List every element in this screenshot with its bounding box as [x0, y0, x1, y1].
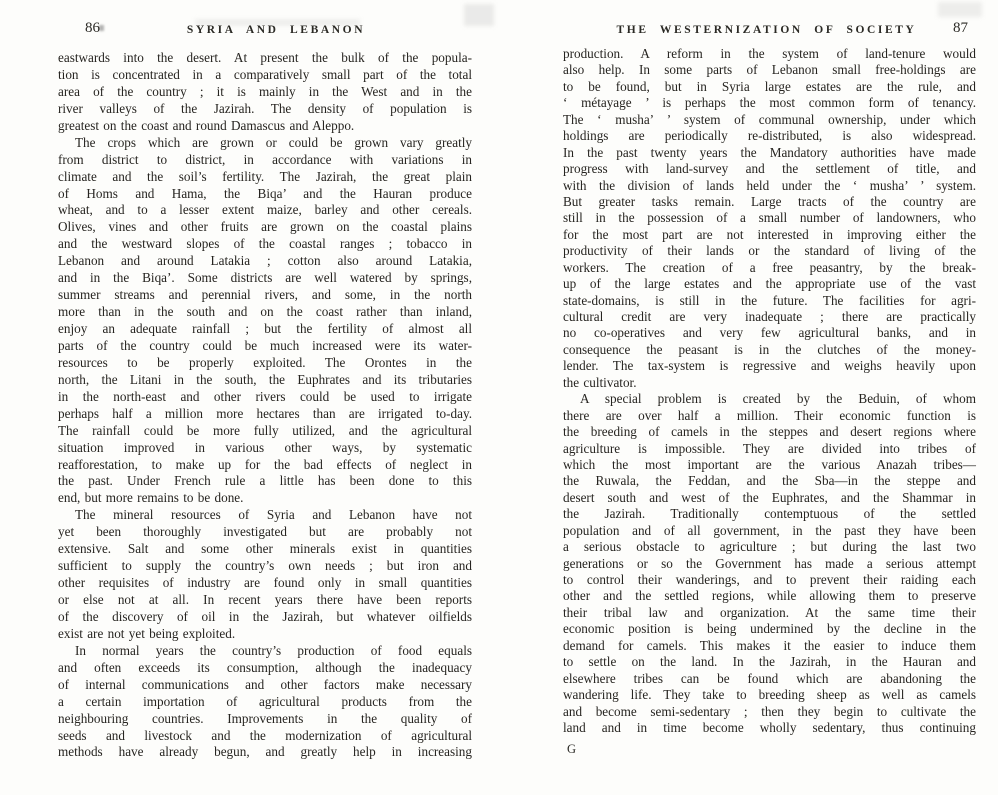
page-body: [563, 46, 976, 736]
text-line: economic position is being undermined by the decline in the: [563, 621, 976, 637]
text-line: progress with land-survey and the settlement of title, and: [563, 161, 976, 177]
text-line: extensive. Salt and some other minerals exist in quantities: [58, 541, 472, 557]
page-number: 87: [953, 20, 968, 36]
text-line: population and of all government, in the past they have been: [563, 522, 976, 538]
text-line: the cultivator.: [563, 374, 637, 390]
text-line: The mineral resources of Syria and Lebanon have not: [75, 507, 472, 523]
paragraph: [563, 46, 976, 391]
text-line: and become semi-sedentary ; then they begin to cultivate the: [563, 703, 976, 719]
text-line: area of the country ; it is mainly in the West and in the: [58, 83, 472, 99]
running-title: SYRIA AND LEBANON: [186, 24, 366, 36]
text-line: productivity of their lands or the standard of living of the: [563, 243, 976, 259]
text-line: end, but more remains to be done.: [58, 490, 244, 506]
printer-signature-mark: G: [567, 742, 577, 756]
text-line: their tribal law and organization. At the same time their: [563, 604, 976, 620]
running-title: THE WESTERNIZATION OF SOCIETY: [616, 24, 917, 36]
text-line: of the discovery of oil in the Jazirah, but whatever oilfields: [58, 608, 472, 624]
paragraph: [58, 50, 472, 135]
text-line: climate and the soil’s fertility. The Jazirah, the great plain: [58, 168, 472, 184]
text-line: more than in the south and on the coast rather than inland,: [58, 304, 472, 320]
text-line: desert south and west of the Euphrates, and the Shammar in: [563, 489, 976, 505]
text-line: a serious obstacle to agriculture ; but during the last two: [563, 539, 976, 555]
text-line: The ‘ musha’ ’ system of communal ownership, under which: [563, 111, 976, 127]
text-line: in the north-east and other rivers could be used to irrigate: [58, 388, 472, 404]
page-header: [563, 20, 976, 40]
text-line: The rainfall could be more fully utilized, and the agricultural: [58, 422, 472, 438]
text-line: A special problem is created by the Beduin, of whom: [580, 391, 976, 407]
text-line: also help. In some parts of Lebanon small free-holdings are: [563, 62, 976, 78]
text-line: the Ruwala, the Feddan, and the Sba—in the steppe and: [563, 473, 976, 489]
text-line: no co-operatives and very few agricultural banks, and in: [563, 325, 976, 341]
text-line: of Homs and Hama, the Biqa’ and the Hauran produce: [58, 185, 472, 201]
text-line: wandering life. They take to breeding sheep as well as camels: [563, 687, 976, 703]
text-line: reafforestation, to make up for the bad effects of neglect in: [58, 456, 472, 472]
text-line: production. A reform in the system of land-tenure would: [563, 46, 976, 61]
page-body: [58, 50, 472, 761]
text-line: other and the settled regions, while allowing them to preserve: [563, 588, 976, 604]
text-line: situation improved in various other ways, by systematic: [58, 439, 472, 455]
text-line: generations or so the Government has made a serious attempt: [563, 555, 976, 571]
text-line: Lebanon and around Latakia ; cotton also around Latakia,: [58, 253, 472, 269]
page-left: [58, 0, 472, 795]
page-right: [563, 0, 976, 795]
text-line: of internal communications and other factors make necessary: [58, 676, 472, 692]
page-header: [58, 20, 472, 40]
paragraph: [58, 135, 472, 508]
text-line: But greater tasks remain. Large tracts of the country are: [563, 193, 976, 209]
text-line: wheat, and to a lesser extent maize, barley and other cereals.: [58, 202, 472, 218]
text-line: Olives, vines and other fruits are grown on the coastal plains: [58, 219, 472, 235]
text-line: exist are not yet being exploited.: [58, 625, 236, 641]
text-line: with the division of lands held under the ‘ musha’ ’ system.: [563, 177, 976, 193]
text-line: land and in time become wholly sedentary, thus continuing: [563, 719, 976, 735]
text-line: consequence the peasant is in the clutches of the money-: [563, 341, 976, 357]
text-line: demand for camels. This makes it the easier to induce them: [563, 637, 976, 653]
text-line: parts of the country could be much increased were its water-: [58, 337, 472, 353]
text-line: the Jazirah. Traditionally contemptuous of the settled: [563, 506, 976, 522]
paragraph: [58, 507, 472, 643]
text-line: tion is concentrated in a comparatively small part of the total: [58, 66, 472, 82]
text-line: The crops which are grown or could be grown vary greatly: [75, 134, 472, 150]
text-line: summer streams and perennial rivers, and some, in the north: [58, 287, 472, 303]
text-line: agriculture is impossible. They are divided into tribes of: [563, 440, 976, 456]
text-line: other requisites of industry are found only in small quantities: [58, 575, 472, 591]
text-line: ‘ métayage ’ is perhaps the most common form of tenancy.: [563, 95, 976, 111]
text-line: In the past twenty years the Mandatory authorities have made: [563, 144, 976, 160]
text-line: north, the Litani in the south, the Euphrates and its tributaries: [58, 371, 472, 387]
text-line: enjoy an adequate rainfall ; but the fertility of almost all: [58, 321, 472, 336]
text-line: the breeding of camels in the steppes and desert regions where: [563, 424, 976, 440]
text-line: which the most important are the various Anazah tribes—: [563, 456, 976, 472]
text-line: elsewhere tribes can be found which are abandoning the: [563, 670, 976, 686]
text-line: or else not at all. In recent years there have been reports: [58, 592, 472, 607]
text-line: for the most part are not interested in improving either the: [563, 226, 976, 242]
text-line: methods have already begun, and greatly help in increasing: [58, 744, 472, 760]
text-line: river valleys of the Jazirah. The density of population is: [58, 100, 472, 116]
text-line: lender. The tax-system is regressive and weighs heavily upon: [563, 358, 976, 374]
text-line: sufficient to supply the country’s own needs ; but iron and: [58, 558, 472, 574]
text-line: seeds and livestock and the modernization of agricultural: [58, 727, 472, 743]
text-line: to control their wanderings, and to prevent their raiding each: [563, 572, 976, 587]
text-line: In normal years the country’s production of food equals: [75, 642, 472, 658]
text-line: state-domains, is still in the future. The facilities for agri-: [563, 292, 976, 308]
text-line: workers. The creation of a free peasantry, by the break-: [563, 259, 976, 275]
text-line: yet been thoroughly investigated but are probably not: [58, 524, 472, 540]
page-number: 86: [85, 20, 100, 36]
text-line: and in the Biqa’. Some districts are well watered by springs,: [58, 270, 472, 286]
text-line: holdings are periodically re-distributed, is also widespread.: [563, 128, 976, 144]
text-line: resources to be properly exploited. The Orontes in the: [58, 354, 472, 370]
text-line: eastwards into the desert. At present the bulk of the popula-: [58, 50, 472, 65]
text-line: there are over half a million. Their economic function is: [563, 407, 976, 423]
text-line: perhaps half a million more hectares than are irrigated to-day.: [58, 405, 472, 421]
text-line: and often exceeds its consumption, although the inadequacy: [58, 659, 472, 675]
text-line: to settle on the land. In the Jazirah, in the Hauran and: [563, 654, 976, 670]
text-line: still in the possession of a small number of landowners, who: [563, 210, 976, 226]
text-line: the past. Under French rule a little has been done to this: [58, 473, 472, 489]
text-line: from district to district, in accordance with variations in: [58, 151, 472, 167]
text-line: up of the large estates and the appropriate use of the vast: [563, 276, 976, 292]
text-line: to be found, but in Syria large estates are the rule, and: [563, 78, 976, 94]
paragraph: [563, 391, 976, 736]
text-line: a certain importation of agricultural products from the: [58, 693, 472, 709]
paragraph: [58, 643, 472, 762]
text-line: and the westward slopes of the coastal ranges ; tobacco in: [58, 236, 472, 252]
text-line: greatest on the coast and round Damascus and Aleppo.: [58, 117, 355, 133]
text-line: neighbouring countries. Improvements in the quality of: [58, 710, 472, 726]
text-line: cultural credit are very inadequate ; there are practically: [563, 309, 976, 324]
